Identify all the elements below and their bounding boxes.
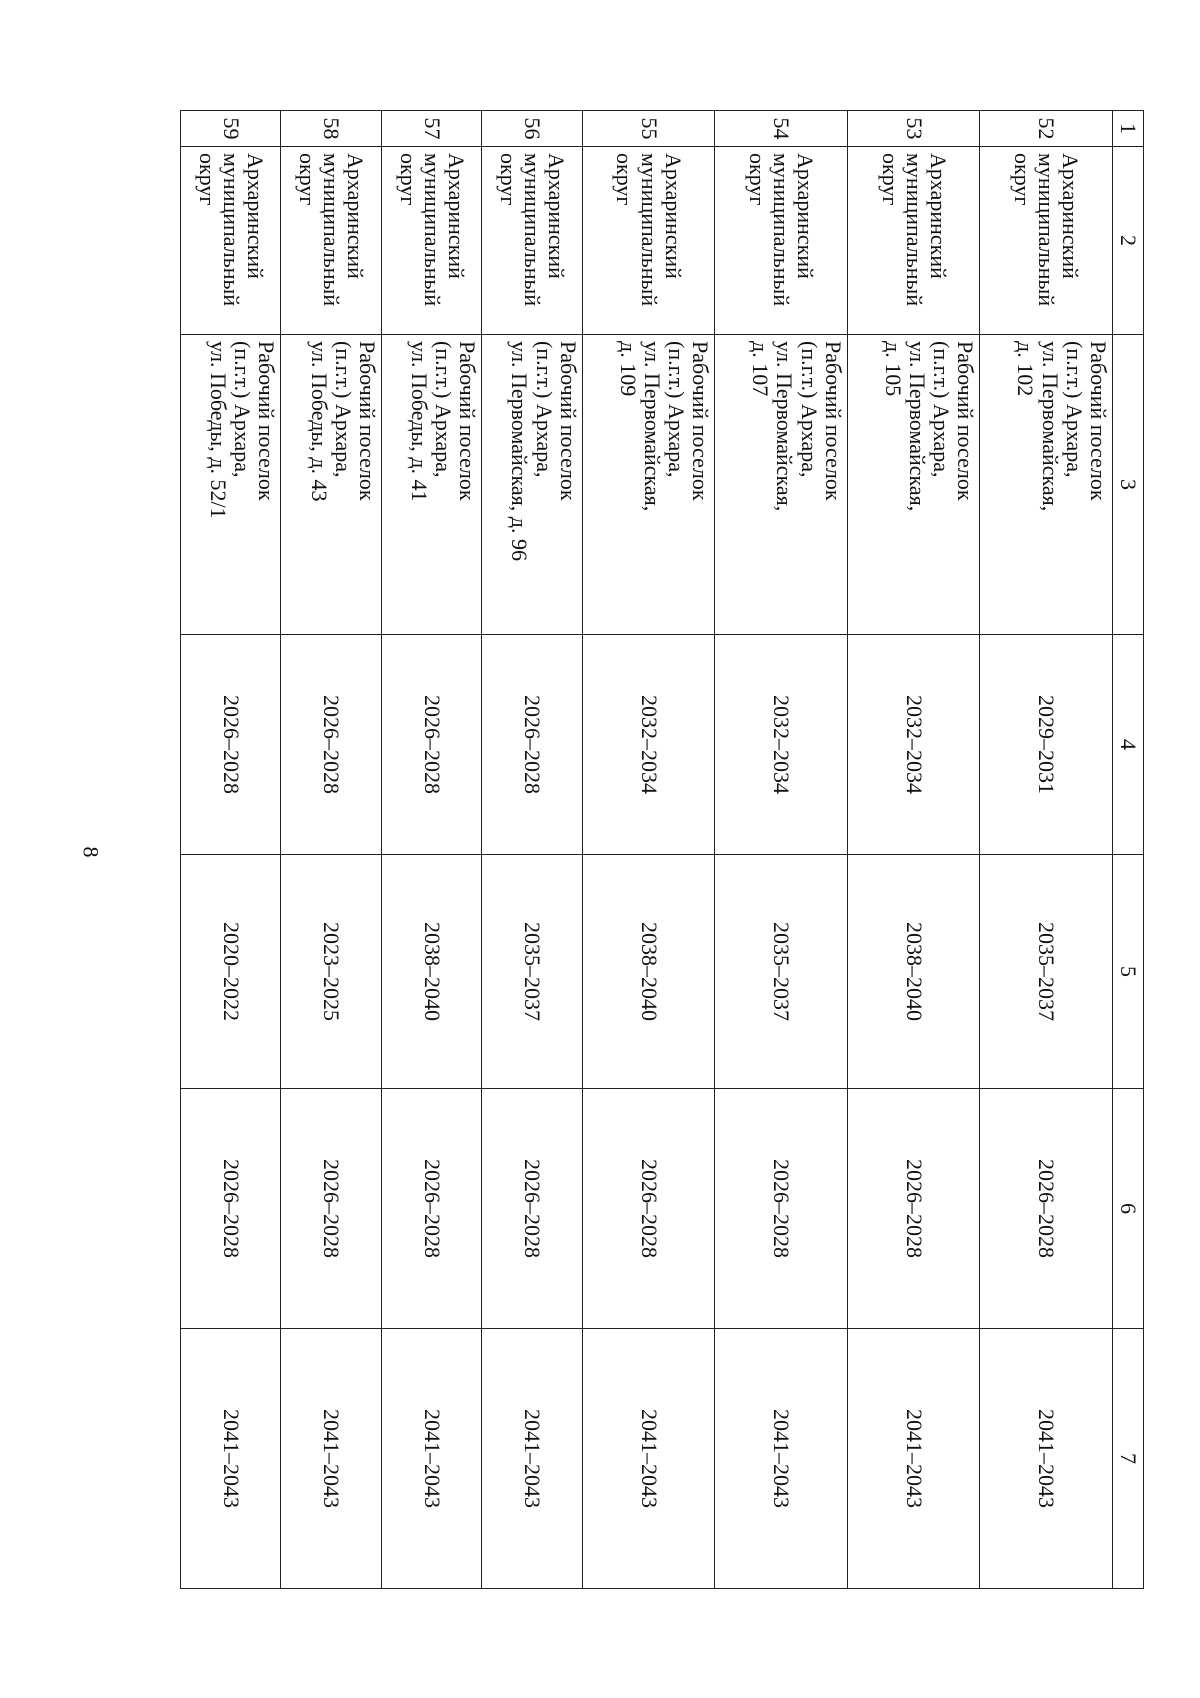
- address-cell: [847, 335, 980, 635]
- district-line: муниципальный: [1034, 153, 1060, 307]
- table-row: [381, 111, 481, 1589]
- period-cell-c6: 2026–2028: [281, 1089, 381, 1329]
- address-line: (п.г.т.) Архара,: [230, 341, 256, 478]
- schedule-table: [180, 110, 1144, 1589]
- address-line: (п.г.т.) Архара,: [330, 341, 356, 478]
- district-line: муниципальный: [769, 153, 795, 307]
- address-line: ул. Первомайская,: [1037, 341, 1063, 512]
- address-cell: [582, 335, 715, 635]
- table-body: [181, 111, 1113, 1589]
- table-row: [482, 111, 582, 1589]
- period-cell-c6: 2026–2028: [482, 1089, 582, 1329]
- period-cell-c4: 2032–2034: [715, 635, 848, 855]
- period-cell-c7: 2041–2043: [847, 1329, 980, 1589]
- address-line: Рабочий поселок: [354, 341, 380, 501]
- district-line: Архаринский: [1058, 153, 1084, 279]
- district-cell: [482, 147, 582, 335]
- column-header: 5: [1113, 855, 1144, 1089]
- district-cell: [847, 147, 980, 335]
- period-cell-c6: 2026–2028: [181, 1089, 281, 1329]
- district-line: муниципальный: [636, 153, 662, 307]
- column-header: 2: [1113, 147, 1144, 335]
- period-cell-c6: 2026–2028: [381, 1089, 481, 1329]
- period-cell-c4: 2026–2028: [281, 635, 381, 855]
- address-line: Рабочий поселок: [254, 341, 280, 501]
- table-row: [980, 111, 1113, 1589]
- column-header: 6: [1113, 1089, 1144, 1329]
- column-header: 7: [1113, 1329, 1144, 1589]
- address-line: Рабочий поселок: [1086, 341, 1111, 501]
- address-line: Рабочий поселок: [953, 341, 979, 501]
- page-number: 8: [78, 846, 104, 858]
- period-cell-c5: 2035–2037: [715, 855, 848, 1089]
- period-cell-c7: 2041–2043: [381, 1329, 481, 1589]
- row-number-cell: 54: [715, 111, 848, 147]
- address-line: ул. Первомайская,: [639, 341, 665, 512]
- table-row: [582, 111, 715, 1589]
- period-cell-c5: 2038–2040: [847, 855, 980, 1089]
- column-header: 4: [1113, 635, 1144, 855]
- address-line: (п.г.т.) Архара,: [796, 341, 822, 478]
- period-cell-c5: 2035–2037: [980, 855, 1113, 1089]
- period-cell-c7: 2041–2043: [281, 1329, 381, 1589]
- district-cell: [980, 147, 1113, 335]
- address-line: д. 109: [615, 341, 641, 397]
- district-line: муниципальный: [901, 153, 927, 307]
- district-line: Архаринский: [925, 153, 951, 279]
- district-cell: [181, 147, 281, 335]
- address-cell: [715, 335, 848, 635]
- district-line: Архаринский: [544, 153, 570, 279]
- row-number-cell: 58: [281, 111, 381, 147]
- address-line: ул. Победы, д. 52/1: [206, 341, 232, 519]
- table-row: [181, 111, 281, 1589]
- period-cell-c4: 2029–2031: [980, 635, 1113, 855]
- district-line: муниципальный: [319, 153, 345, 307]
- table-row: [847, 111, 980, 1589]
- address-line: ул. Победы, д. 41: [406, 341, 432, 502]
- row-number-cell: 57: [381, 111, 481, 147]
- district-line: Архаринский: [793, 153, 819, 279]
- address-line: (п.г.т.) Архара,: [929, 341, 955, 478]
- address-line: (п.г.т.) Архара,: [664, 341, 690, 478]
- period-cell-c5: 2023–2025: [281, 855, 381, 1089]
- period-cell-c7: 2041–2043: [181, 1329, 281, 1589]
- period-cell-c6: 2026–2028: [980, 1089, 1113, 1329]
- district-line: округ: [877, 153, 903, 206]
- row-number-cell: 53: [847, 111, 980, 147]
- period-cell-c5: 2038–2040: [582, 855, 715, 1089]
- period-cell-c4: 2026–2028: [181, 635, 281, 855]
- district-line: Архаринский: [660, 153, 686, 279]
- district-line: округ: [395, 153, 421, 206]
- address-cell: [281, 335, 381, 635]
- row-number-cell: 52: [980, 111, 1113, 147]
- address-line: Рабочий поселок: [555, 341, 581, 501]
- district-cell: [281, 147, 381, 335]
- rotated-table-container: [180, 110, 1144, 1588]
- district-line: Архаринский: [243, 153, 269, 279]
- table-row: [715, 111, 848, 1589]
- address-line: ул. Победы, д. 43: [306, 341, 332, 502]
- district-cell: [582, 147, 715, 335]
- address-line: ул. Первомайская,: [905, 341, 931, 512]
- address-line: (п.г.т.) Архара,: [1061, 341, 1087, 478]
- district-cell: [381, 147, 481, 335]
- district-line: округ: [194, 153, 220, 206]
- table-row: [281, 111, 381, 1589]
- district-line: муниципальный: [218, 153, 244, 307]
- column-number-row: [1113, 111, 1144, 1589]
- address-line: д. 105: [880, 341, 906, 397]
- address-cell: [381, 335, 481, 635]
- column-header: 3: [1113, 335, 1144, 635]
- district-line: округ: [745, 153, 770, 206]
- district-line: округ: [295, 153, 321, 206]
- period-cell-c7: 2041–2043: [582, 1329, 715, 1589]
- address-line: Рабочий поселок: [820, 341, 846, 501]
- period-cell-c4: 2026–2028: [482, 635, 582, 855]
- period-cell-c6: 2026–2028: [582, 1089, 715, 1329]
- period-cell-c6: 2026–2028: [715, 1089, 848, 1329]
- row-number-cell: 55: [582, 111, 715, 147]
- period-cell-c7: 2041–2043: [980, 1329, 1113, 1589]
- address-cell: [181, 335, 281, 635]
- address-line: Рабочий поселок: [455, 341, 481, 501]
- district-line: Архаринский: [343, 153, 369, 279]
- district-line: округ: [495, 153, 521, 206]
- district-line: муниципальный: [520, 153, 546, 307]
- address-line: (п.г.т.) Архара,: [431, 341, 457, 478]
- period-cell-c7: 2041–2043: [715, 1329, 848, 1589]
- address-cell: [980, 335, 1113, 635]
- period-cell-c5: 2020–2022: [181, 855, 281, 1089]
- period-cell-c5: 2038–2040: [381, 855, 481, 1089]
- address-line: ул. Первомайская,: [772, 341, 798, 512]
- address-line: д. 102: [1013, 341, 1039, 397]
- district-line: округ: [612, 153, 638, 206]
- period-cell-c4: 2032–2034: [582, 635, 715, 855]
- row-number-cell: 56: [482, 111, 582, 147]
- period-cell-c4: 2032–2034: [847, 635, 980, 855]
- period-cell-c6: 2026–2028: [847, 1089, 980, 1329]
- column-header: 1: [1113, 111, 1144, 147]
- period-cell-c4: 2026–2028: [381, 635, 481, 855]
- district-line: округ: [1010, 153, 1036, 206]
- period-cell-c7: 2041–2043: [482, 1329, 582, 1589]
- row-number-cell: 59: [181, 111, 281, 147]
- address-line: ул. Первомайская, д. 96: [507, 341, 533, 561]
- address-line: Рабочий поселок: [688, 341, 714, 501]
- address-line: д. 107: [748, 341, 774, 397]
- address-cell: [482, 335, 582, 635]
- district-line: Архаринский: [443, 153, 469, 279]
- district-line: муниципальный: [419, 153, 445, 307]
- district-cell: [715, 147, 848, 335]
- period-cell-c5: 2035–2037: [482, 855, 582, 1089]
- address-line: (п.г.т.) Архара,: [531, 341, 557, 478]
